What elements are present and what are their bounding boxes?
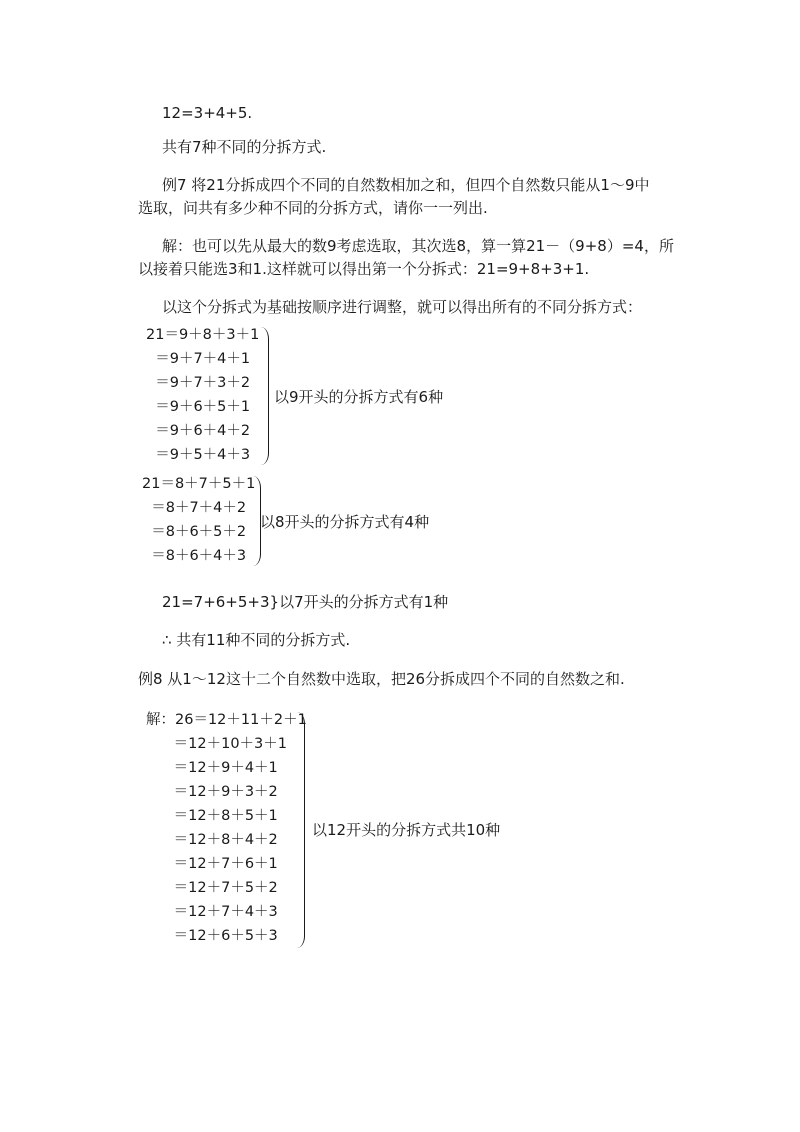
equation-row: ＝9＋6＋5＋1 <box>146 399 251 415</box>
example8-title: 例8 从1～12这十二个自然数中选取，把26分拆成四个不同的自然数之和. <box>138 670 625 688</box>
instruction-line: 以这个分拆式为基础按顺序进行调整，就可以得出所有的不同分拆方式： <box>162 298 643 316</box>
group-9-note: 以9开头的分拆方式有6种 <box>274 388 444 406</box>
group-12 <box>146 708 566 952</box>
equation-row: ＝12＋7＋6＋1 <box>146 856 278 872</box>
example7-continuation: 选取，问共有多少种不同的分拆方式，请你一一列出. <box>138 199 488 217</box>
summary-line: 共有7种不同的分拆方式. <box>162 138 327 156</box>
solution-line-1: 解：也可以先从最大的数9考虑选取，其次选8，算一算21－（9+8）=4，所 <box>162 237 674 255</box>
brace <box>260 327 269 465</box>
equation-row: ＝12＋7＋4＋3 <box>146 904 278 920</box>
example7-title: 例7 将21分拆成四个不同的自然数相加之和，但四个自然数只能从1～9中 <box>162 176 650 194</box>
equation-row: ＝9＋7＋4＋1 <box>146 351 251 367</box>
equation-row: ＝9＋6＋4＋2 <box>146 423 251 439</box>
equation-line: 12=3+4+5. <box>162 104 253 122</box>
equation-row: ＝12＋10＋3＋1 <box>146 736 288 752</box>
equation-row: ＝12＋7＋5＋2 <box>146 880 278 896</box>
equation-row: 解：26＝12＋11＋2＋1 <box>146 712 307 728</box>
equation-row: ＝8＋6＋5＋2 <box>142 524 247 540</box>
group-7-line: 21=7+6+5+3}以7开头的分拆方式有1种 <box>162 593 449 611</box>
group-9 <box>146 323 466 469</box>
group-8 <box>142 472 462 572</box>
equation-row: 21＝9＋8＋3＋1 <box>146 327 260 343</box>
equation-row: ＝12＋8＋4＋2 <box>146 832 278 848</box>
conclusion-line: ∴ 共有11种不同的分拆方式. <box>162 631 351 649</box>
equation-row: ＝8＋7＋4＋2 <box>142 500 247 516</box>
group-8-note: 以8开头的分拆方式有4种 <box>260 513 430 531</box>
equation-row: ＝9＋5＋4＋3 <box>146 447 251 463</box>
equation-row: ＝12＋8＋5＋1 <box>146 808 278 824</box>
equation-row: ＝12＋9＋4＋1 <box>146 760 278 776</box>
equation-row: ＝12＋9＋3＋2 <box>146 784 278 800</box>
equation-row: ＝9＋7＋3＋2 <box>146 375 251 391</box>
equation-row: 21＝8＋7＋5＋1 <box>142 476 256 492</box>
group-12-note: 以12开头的分拆方式共10种 <box>312 821 501 839</box>
equation-row: ＝8＋6＋4＋3 <box>142 548 247 564</box>
solution-line-2: 以接着只能选3和1.这样就可以得出第一个分拆式：21=9+8+3+1. <box>138 260 590 278</box>
equation-row: ＝12＋6＋5＋3 <box>146 928 278 944</box>
brace <box>296 712 305 948</box>
